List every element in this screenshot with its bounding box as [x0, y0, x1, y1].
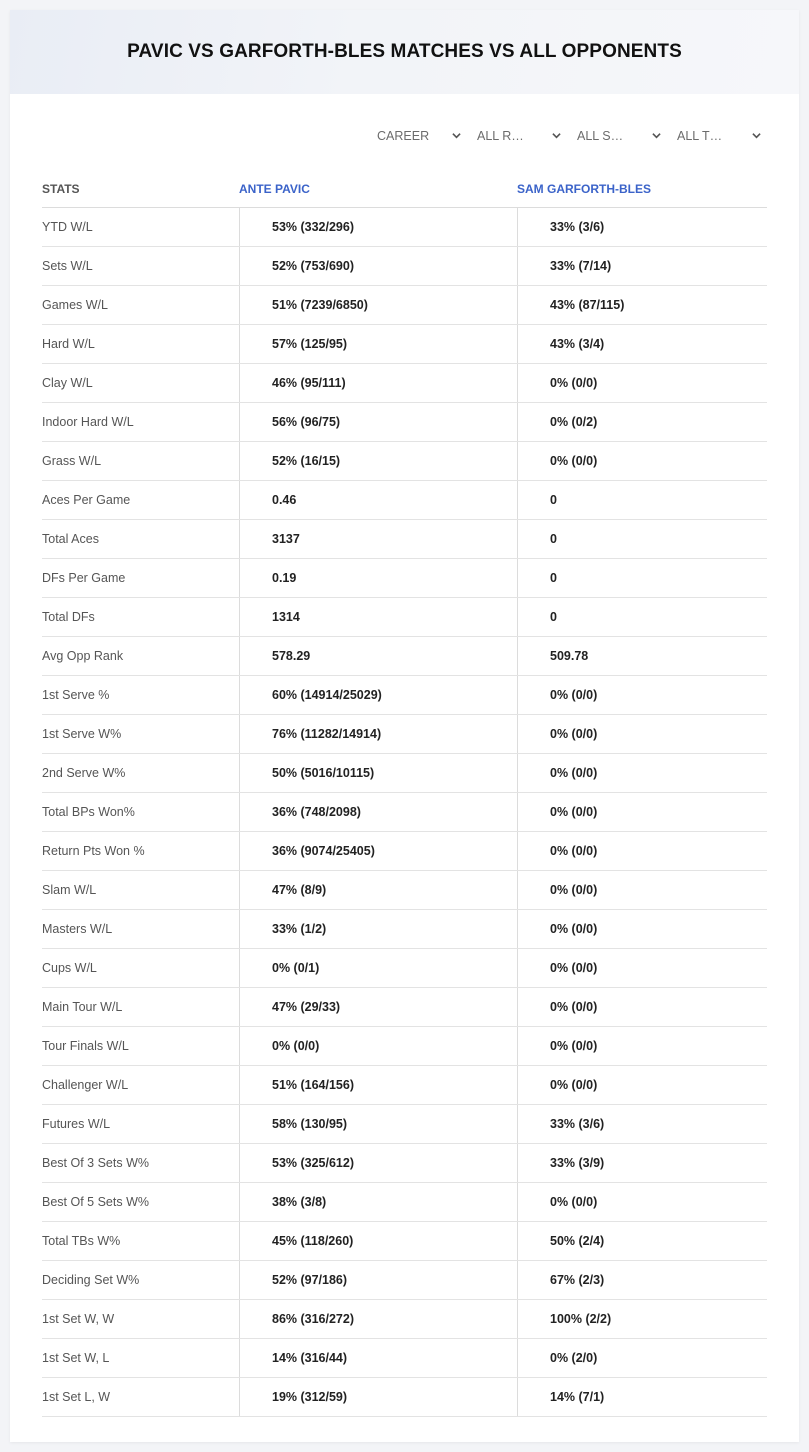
- player1-value: 36% (9074/25405): [239, 832, 517, 870]
- stat-label: 2nd Serve W%: [42, 766, 126, 780]
- player2-value: 0% (0/0): [517, 949, 767, 987]
- table-row: [42, 520, 767, 559]
- player2-value: 0% (0/0): [517, 832, 767, 870]
- player1-value: 47% (29/33): [239, 988, 517, 1026]
- stat-label: 1st Serve %: [42, 688, 110, 702]
- player2-value: 14% (7/1): [517, 1378, 767, 1416]
- player2-value: 0% (0/0): [517, 793, 767, 831]
- column-header-stats: STATS: [42, 181, 80, 196]
- table-row: [42, 208, 767, 247]
- player2-value: 0% (0/0): [517, 715, 767, 753]
- player2-value: 0: [517, 481, 767, 519]
- table-row: [42, 754, 767, 793]
- player1-value: 86% (316/272): [239, 1300, 517, 1338]
- player2-value: 43% (3/4): [517, 325, 767, 363]
- player2-value: 50% (2/4): [517, 1222, 767, 1260]
- table-row: [42, 1339, 767, 1378]
- player1-value: 53% (325/612): [239, 1144, 517, 1182]
- stat-label: Return Pts Won %: [42, 844, 145, 858]
- table-body: [42, 208, 767, 1417]
- stat-label: Slam W/L: [42, 883, 97, 897]
- player2-value: 509.78: [517, 637, 767, 675]
- player1-value: 46% (95/111): [239, 364, 517, 402]
- stat-label: Deciding Set W%: [42, 1273, 140, 1287]
- table-row: [42, 949, 767, 988]
- chevron-down-icon: [652, 131, 661, 140]
- column-header-player2-link[interactable]: SAM GARFORTH-BLES: [517, 181, 651, 196]
- stat-label: 1st Serve W%: [42, 727, 122, 741]
- table-row: [42, 910, 767, 949]
- player2-value: 0% (2/0): [517, 1339, 767, 1377]
- table-row: [42, 247, 767, 286]
- player1-value: 51% (7239/6850): [239, 286, 517, 324]
- stat-label: Games W/L: [42, 298, 108, 312]
- stat-label: Challenger W/L: [42, 1078, 129, 1092]
- player2-value: 0% (0/0): [517, 1027, 767, 1065]
- filter-tournament-select[interactable]: [667, 126, 767, 146]
- player1-value: 53% (332/296): [239, 208, 517, 246]
- player2-value: 0: [517, 559, 767, 597]
- player1-value: 38% (3/8): [239, 1183, 517, 1221]
- player1-value: 3137: [239, 520, 517, 558]
- player2-value: 0% (0/0): [517, 1066, 767, 1104]
- page-card: [10, 10, 799, 1442]
- table-row: [42, 1105, 767, 1144]
- table-row: [42, 1222, 767, 1261]
- table-row: [42, 598, 767, 637]
- player1-value: 0% (0/1): [239, 949, 517, 987]
- filter-bar: [367, 126, 767, 146]
- table-row: [42, 871, 767, 910]
- player2-value: 0% (0/0): [517, 910, 767, 948]
- stat-label: Aces Per Game: [42, 493, 131, 507]
- table-row: [42, 988, 767, 1027]
- table-row: [42, 364, 767, 403]
- player2-value: 0% (0/0): [517, 364, 767, 402]
- table-row: [42, 286, 767, 325]
- player2-value: 67% (2/3): [517, 1261, 767, 1299]
- table-row: [42, 637, 767, 676]
- player1-value: 19% (312/59): [239, 1378, 517, 1416]
- stat-label: Best Of 5 Sets W%: [42, 1195, 149, 1209]
- player1-value: 51% (164/156): [239, 1066, 517, 1104]
- table-row: [42, 1378, 767, 1417]
- stat-label: Total Aces: [42, 532, 99, 546]
- filter-period-select[interactable]: [367, 126, 467, 146]
- chevron-down-icon: [552, 131, 561, 140]
- stat-label: 1st Set L, W: [42, 1390, 111, 1404]
- stat-label: Sets W/L: [42, 259, 93, 273]
- filter-round-select[interactable]: [467, 126, 567, 146]
- table-row: [42, 442, 767, 481]
- stat-label: Total TBs W%: [42, 1234, 121, 1248]
- stat-label: Hard W/L: [42, 337, 95, 351]
- stat-label: Cups W/L: [42, 961, 97, 975]
- player2-value: 0: [517, 598, 767, 636]
- player1-value: 0.46: [239, 481, 517, 519]
- stat-label: Best Of 3 Sets W%: [42, 1156, 149, 1170]
- player1-value: 76% (11282/14914): [239, 715, 517, 753]
- table-row: [42, 1261, 767, 1300]
- player1-value: 0.19: [239, 559, 517, 597]
- player2-value: 0% (0/0): [517, 442, 767, 480]
- player1-value: 0% (0/0): [239, 1027, 517, 1065]
- filter-surface-select[interactable]: [567, 126, 667, 146]
- player1-value: 58% (130/95): [239, 1105, 517, 1143]
- stat-label: 1st Set W, W: [42, 1312, 115, 1326]
- player1-value: 14% (316/44): [239, 1339, 517, 1377]
- table-row: [42, 832, 767, 871]
- player1-value: 60% (14914/25029): [239, 676, 517, 714]
- player2-value: 33% (3/6): [517, 1105, 767, 1143]
- player2-value: 43% (87/115): [517, 286, 767, 324]
- page-title: PAVIC VS GARFORTH-BLES MATCHES VS ALL OPPONENTS: [127, 41, 682, 62]
- stat-label: Grass W/L: [42, 454, 102, 468]
- table-row: [42, 793, 767, 832]
- stat-label: Main Tour W/L: [42, 1000, 123, 1014]
- stat-label: Tour Finals W/L: [42, 1039, 129, 1053]
- filter-label: CAREER: [377, 129, 430, 143]
- stat-label: DFs Per Game: [42, 571, 126, 585]
- stat-label: YTD W/L: [42, 220, 93, 234]
- player1-value: 45% (118/260): [239, 1222, 517, 1260]
- player1-value: 1314: [239, 598, 517, 636]
- stats-table: [42, 170, 767, 1417]
- chevron-down-icon: [752, 131, 761, 140]
- table-header: [42, 170, 767, 208]
- player1-value: 56% (96/75): [239, 403, 517, 441]
- player1-value: 52% (16/15): [239, 442, 517, 480]
- table-row: [42, 1300, 767, 1339]
- table-row: [42, 403, 767, 442]
- table-row: [42, 1066, 767, 1105]
- stat-label: Clay W/L: [42, 376, 93, 390]
- player1-value: 33% (1/2): [239, 910, 517, 948]
- filter-label: ALL R…: [477, 129, 524, 143]
- stat-label: Futures W/L: [42, 1117, 111, 1131]
- table-row: [42, 325, 767, 364]
- player2-value: 0% (0/0): [517, 988, 767, 1026]
- table-row: [42, 1183, 767, 1222]
- table-row: [42, 715, 767, 754]
- column-header-player1-link[interactable]: ANTE PAVIC: [239, 181, 310, 196]
- player1-value: 50% (5016/10115): [239, 754, 517, 792]
- filter-label: ALL T…: [677, 129, 723, 143]
- player2-value: 33% (7/14): [517, 247, 767, 285]
- page-header: [10, 10, 799, 94]
- player2-value: 0% (0/0): [517, 871, 767, 909]
- table-row: [42, 676, 767, 715]
- player2-value: 0% (0/0): [517, 1183, 767, 1221]
- player2-value: 0% (0/0): [517, 754, 767, 792]
- player1-value: 578.29: [239, 637, 517, 675]
- stat-label: Masters W/L: [42, 922, 113, 936]
- player2-value: 0% (0/0): [517, 676, 767, 714]
- stat-label: Avg Opp Rank: [42, 649, 124, 663]
- stat-label: Total BPs Won%: [42, 805, 135, 819]
- chevron-down-icon: [452, 131, 461, 140]
- table-row: [42, 559, 767, 598]
- table-row: [42, 1144, 767, 1183]
- table-row: [42, 1027, 767, 1066]
- player2-value: 0: [517, 520, 767, 558]
- player1-value: 52% (97/186): [239, 1261, 517, 1299]
- stat-label: Total DFs: [42, 610, 95, 624]
- player2-value: 0% (0/2): [517, 403, 767, 441]
- player1-value: 47% (8/9): [239, 871, 517, 909]
- filter-label: ALL S…: [577, 129, 624, 143]
- player1-value: 52% (753/690): [239, 247, 517, 285]
- player2-value: 33% (3/9): [517, 1144, 767, 1182]
- player2-value: 33% (3/6): [517, 208, 767, 246]
- player1-value: 57% (125/95): [239, 325, 517, 363]
- player1-value: 36% (748/2098): [239, 793, 517, 831]
- stat-label: 1st Set W, L: [42, 1351, 110, 1365]
- player2-value: 100% (2/2): [517, 1300, 767, 1338]
- stat-label: Indoor Hard W/L: [42, 415, 134, 429]
- table-row: [42, 481, 767, 520]
